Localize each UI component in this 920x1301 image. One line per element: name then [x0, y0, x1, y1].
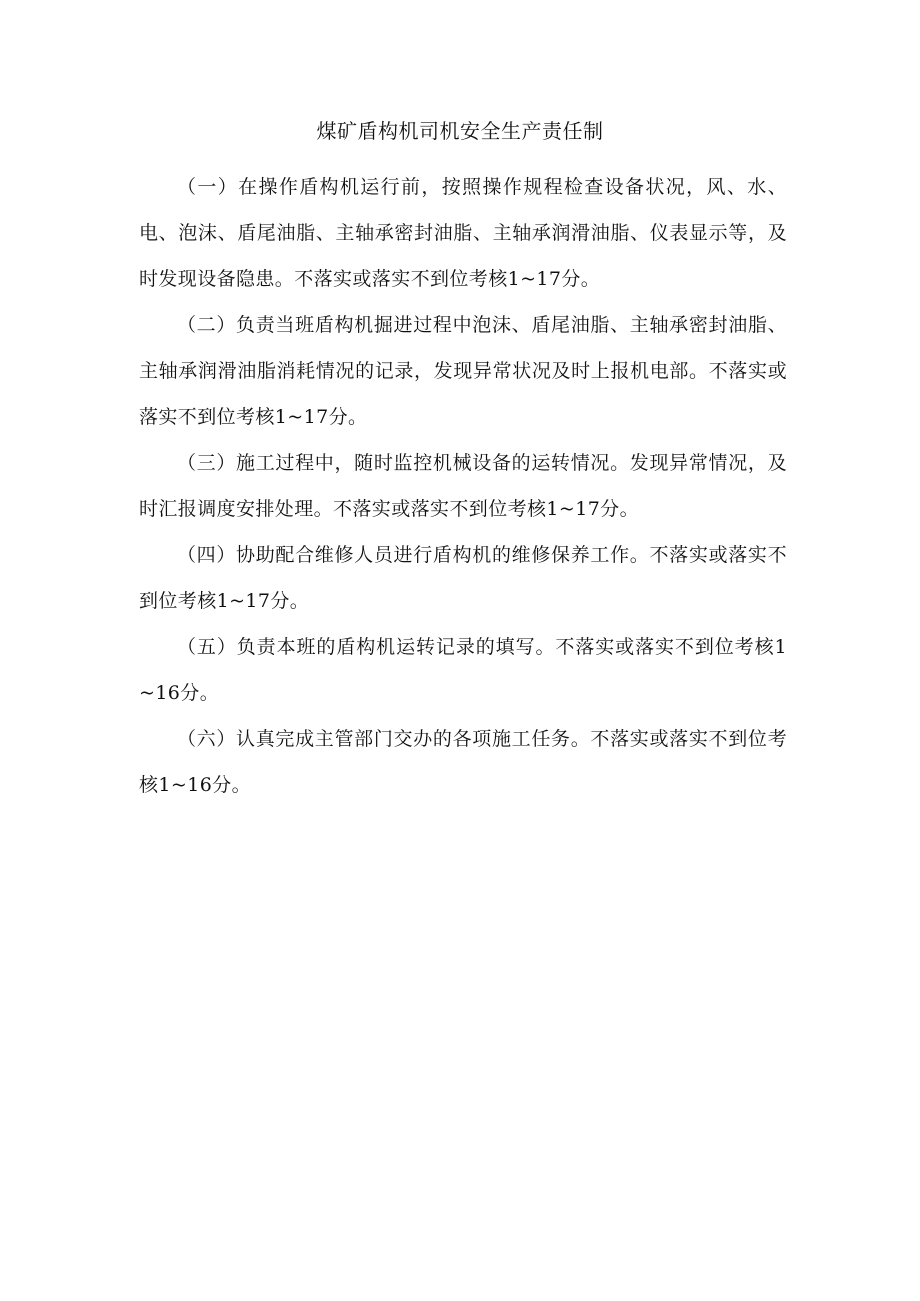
clause-3: （三）施工过程中，随时监控机械设备的运转情况。发现异常情况，及时汇报调度安排处理。不落实或落实不到位考核1~17分。	[139, 452, 787, 520]
clause-6: （六）认真完成主管部门交办的各项施工任务。不落实或落实不到位考核1~16分。	[139, 728, 787, 796]
clause-5: （五）负责本班的盾构机运转记录的填写。不落实或落实不到位考核1~16分。	[139, 636, 787, 704]
clause-2: （二）负责当班盾构机掘进过程中泡沫、盾尾油脂、主轴承密封油脂、主轴承润滑油脂消耗情况的记录，发现异常状况及时上报机电部。不落实或落实不到位考核1~17分。	[139, 314, 787, 428]
clause-1: （一）在操作盾构机运行前，按照操作规程检查设备状况，风、水、电、泡沫、盾尾油脂、主轴承密封油脂、主轴承润滑油脂、仪表显示等，及时发现设备隐患。不落实或落实不到位考核1~17分。	[139, 176, 787, 290]
document-body	[139, 164, 787, 808]
document-title: 煤矿盾构机司机安全生产责任制	[316, 119, 604, 143]
clause-4: （四）协助配合维修人员进行盾构机的维修保养工作。不落实或落实不到位考核1~17分。	[139, 544, 787, 612]
